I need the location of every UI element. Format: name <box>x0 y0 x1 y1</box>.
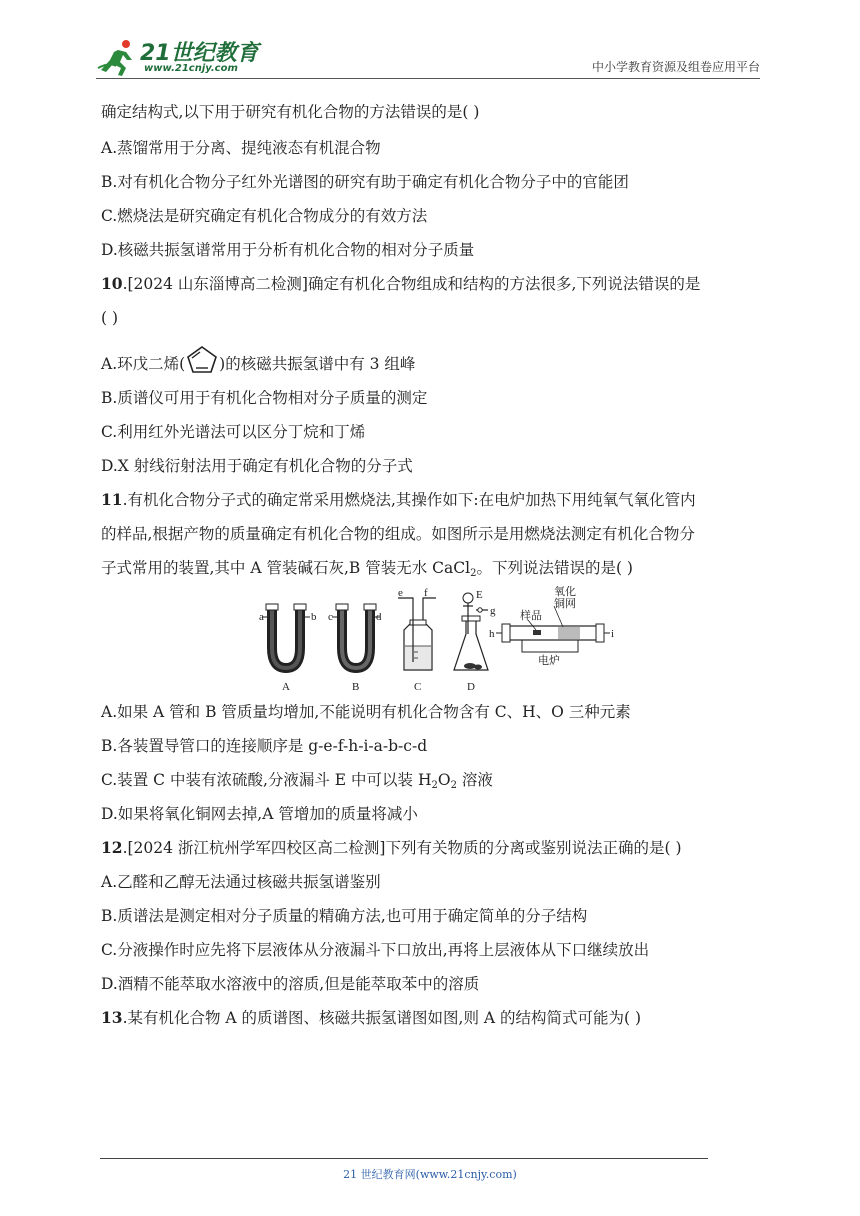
q11-stem-2: 的样品,根据产物的质量确定有机化合物的组成。如图所示是用燃烧法测定有机化合物分 <box>101 525 695 543</box>
q10-option-b: B.质谱仪可用于有机化合物相对分子质量的测定 <box>101 389 428 407</box>
site-title: 中小学教育资源及组卷应用平台 <box>591 60 760 74</box>
q11-option-c-sub2: 2 <box>450 780 457 791</box>
q11-stem-3a: 子式常用的装置,其中 A 管装碱石灰,B 管装无水 CaCl <box>101 559 471 577</box>
q11-stem-text-1: .有机化合物分子式的确定常采用燃烧法,其操作如下:在电炉加热下用纯氧气氧化管内 <box>122 491 696 509</box>
label-a: A <box>282 681 290 693</box>
port-h: h <box>489 628 495 640</box>
q11-option-c-post: 溶液 <box>456 771 493 789</box>
q13-stem <box>101 1008 641 1028</box>
label-b: B <box>352 681 360 693</box>
port-g: g <box>490 605 496 617</box>
furnace-label: 电炉 <box>538 655 560 667</box>
q12-number: 12 <box>101 838 123 857</box>
q10-option-a-post: )的核磁共振氢谱中有 3 组峰 <box>219 355 416 373</box>
q12-option-b: B.质谱法是测定相对分子质量的精确方法,也可用于确定简单的分子结构 <box>101 907 588 925</box>
wash-bottle-c <box>398 587 436 693</box>
q9-option-c: C.燃烧法是研究确定有机化合物成分的有效方法 <box>101 207 428 225</box>
q9-stem: 确定结构式,以下用于研究有机化合物的方法错误的是( ) <box>101 103 480 121</box>
footer-divider <box>100 1158 708 1159</box>
q11-option-c-mid: O <box>437 771 451 789</box>
q10-option-a-pre: A.环戊二烯( <box>101 355 186 373</box>
sample-label: 样品 <box>520 610 542 622</box>
q10-stem-text: .[2024 山东淄博高二检测]确定有机化合物组成和结构的方法很多,下列说法错误的是 <box>122 275 701 293</box>
q11-option-b: B.各装置导管口的连接顺序是 g-e-f-h-i-a-b-c-d <box>101 737 428 755</box>
q10-number: 10 <box>101 274 123 293</box>
logo-title: 21世纪教育 <box>140 41 259 66</box>
logo-url: www.21cnjy.com <box>144 63 238 74</box>
q10-option-d: D.X 射线衍射法用于确定有机化合物的分子式 <box>101 457 413 475</box>
port-b: b <box>311 611 317 623</box>
header-divider <box>96 78 760 79</box>
funnel-e: E <box>476 589 483 601</box>
q11-stem-3b: 。下列说法错误的是( ) <box>476 559 633 577</box>
q11-option-c-pre: C.装置 C 中装有浓硫酸,分液漏斗 E 中可以装 H <box>101 771 432 789</box>
page-header <box>96 36 760 80</box>
q13-number: 13 <box>101 1008 123 1027</box>
oxide-label-2: 铜网 <box>554 598 576 610</box>
q12-option-a: A.乙醛和乙醇无法通过核磁共振氢谱鉴别 <box>101 873 381 891</box>
page-footer[interactable]: 21 世纪教育网(www.21cnjy.com) <box>343 1168 517 1181</box>
combustion-apparatus-figure <box>258 586 618 698</box>
oxide-label-1: 氧化 <box>554 586 576 598</box>
port-f: f <box>424 587 428 599</box>
q11-option-c-sub1: 2 <box>431 780 438 791</box>
q11-number: 11 <box>101 490 123 509</box>
q10-stem-paren: ( ) <box>101 309 119 327</box>
port-e: e <box>398 587 403 599</box>
site-logo[interactable] <box>96 36 259 80</box>
q10-option-a <box>101 354 415 375</box>
u-tube-b <box>328 604 382 693</box>
q11-stem-3 <box>101 558 633 578</box>
flask-d <box>454 589 496 693</box>
q9-option-b: B.对有机化合物分子红外光谱图的研究有助于确定有机化合物分子中的官能团 <box>101 173 629 191</box>
port-a: a <box>259 611 264 623</box>
q11-stem-3sub: 2 <box>470 568 477 579</box>
combustion-tube <box>489 586 614 667</box>
label-d: D <box>467 681 475 693</box>
q10-option-c: C.利用红外光谱法可以区分丁烷和丁烯 <box>101 423 366 441</box>
q11-stem-1 <box>101 490 696 510</box>
label-c: C <box>414 681 422 693</box>
q9-option-d: D.核磁共振氢谱常用于分析有机化合物的相对分子质量 <box>101 241 475 259</box>
q10-stem <box>101 274 700 294</box>
port-d: d <box>376 611 382 623</box>
port-i: i <box>611 628 615 640</box>
q12-stem-text: .[2024 浙江杭州学军四校区高二检测]下列有关物质的分离或鉴别说法正确的是( ) <box>122 839 682 857</box>
port-c: c <box>328 611 333 623</box>
u-tube-a <box>259 604 317 693</box>
q9-option-a: A.蒸馏常用于分离、提纯液态有机混合物 <box>101 139 381 157</box>
q11-option-d: D.如果将氧化铜网去掉,A 管增加的质量将减小 <box>101 805 418 823</box>
runner-logo-icon <box>96 38 142 78</box>
q11-option-c <box>101 770 493 790</box>
q12-option-c: C.分液操作时应先将下层液体从分液漏斗下口放出,再将上层液体从下口继续放出 <box>101 941 650 959</box>
q11-option-a: A.如果 A 管和 B 管质量均增加,不能说明有机化合物含有 C、H、O 三种元素 <box>101 703 631 721</box>
q13-stem-text: .某有机化合物 A 的质谱图、核磁共振氢谱图如图,则 A 的结构简式可能为( ) <box>122 1009 642 1027</box>
q12-stem <box>101 838 682 858</box>
cyclopentadiene-structure-icon <box>185 345 219 375</box>
q12-option-d: D.酒精不能萃取水溶液中的溶质,但是能萃取苯中的溶质 <box>101 975 480 993</box>
